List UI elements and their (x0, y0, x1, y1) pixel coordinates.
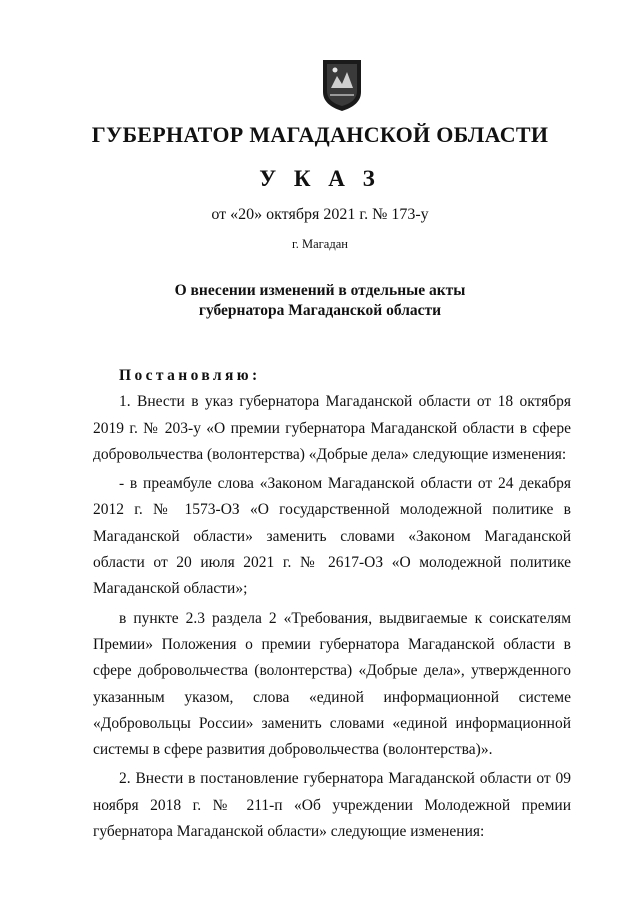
document-type: У К А З (259, 166, 381, 191)
document-city: г. Магадан (292, 237, 348, 251)
resolve-heading: Постановляю: (119, 367, 261, 384)
paragraph-4: 2. Внести в постановление губернатора Магаданской области от 09 ноября 2018 г. № 211-п «Об учреждении Молодежной премии губернатора Магаданской области» следующие изменения: (93, 770, 571, 841)
coat-of-arms-icon (321, 58, 363, 112)
paragraph-3: в пункте 2.3 раздела 2 «Требования, выдвигаемые к соискателям Премии» Положения о премии губернатора Магаданской области в сфере добровольчества (волонтерства) «Добрые дела», утвержденного указанным указом, слова «единой информационной системе «Добровольцы России» заменить словами «единой информационной системы в сфере развития добровольчества (волонтерства)». (93, 609, 571, 759)
document-body (93, 363, 571, 845)
subject-line-1: О внесении изменений в отдельные акты (174, 282, 466, 299)
document-date-number: от «20» октября 2021 г. № 173-у (211, 206, 429, 223)
paragraph-2: - в преамбуле слова «Законом Магаданской области от 24 декабря 2012 г. № 1573-ОЗ «О государственной молодежной политике в Магаданской области» заменить словами «Законом Магаданской области от 20 июля 2021 г. № 2617-ОЗ «О молодежной политике Магаданской области»; (93, 475, 571, 598)
subject-line-2: губернатора Магаданской области (198, 302, 442, 319)
paragraph-1: 1. Внести в указ губернатора Магаданской области от 18 октября 2019 г. № 203-у «О премии губернатора Магаданской области в сфере добровольчества (волонтерства) «Добрые дела» следующие изменения: (93, 393, 571, 463)
document-subject (0, 281, 640, 321)
page-title: ГУБЕРНАТОР МАГАДАНСКОЙ ОБЛАСТИ (91, 122, 549, 147)
